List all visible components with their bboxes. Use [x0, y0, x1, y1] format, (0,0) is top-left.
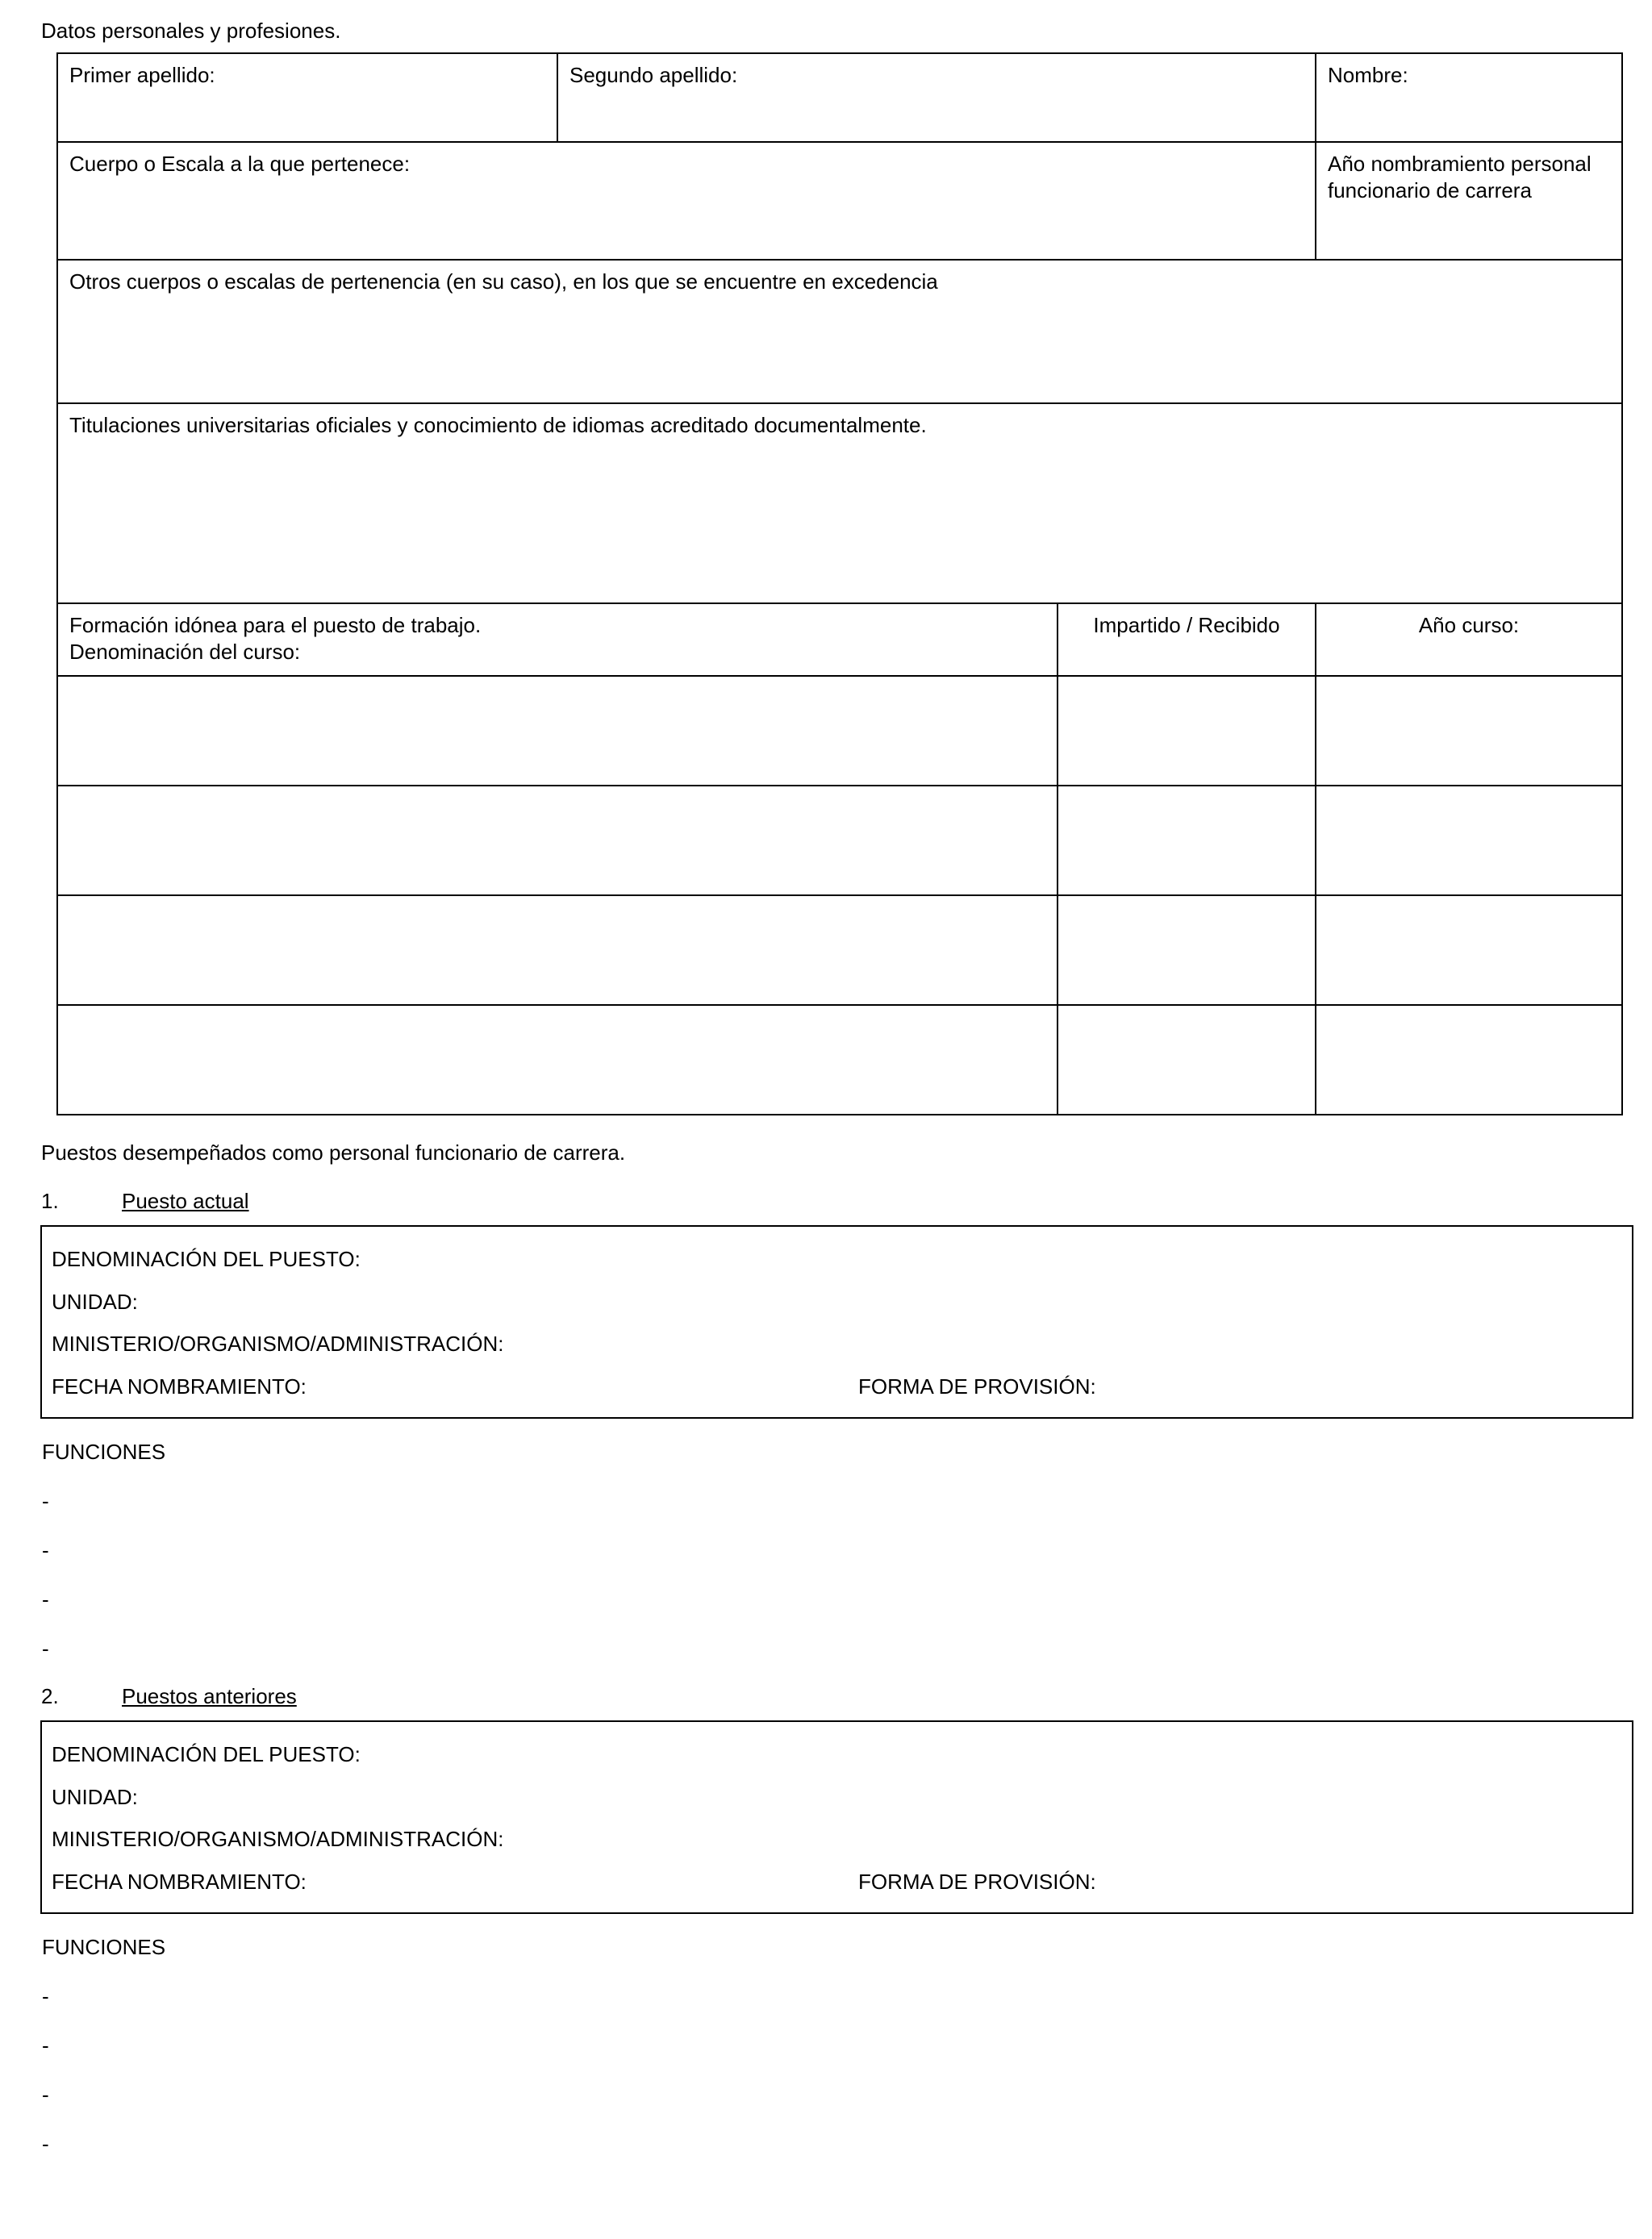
field-label: Primer apellido: — [69, 62, 215, 87]
field-fecha-forma-row — [52, 1861, 1624, 1903]
column-header-label: Año curso: — [1418, 612, 1520, 637]
curso-anyo-cell[interactable] — [1316, 786, 1622, 895]
section-number: 1. — [41, 1189, 59, 1214]
funcion-item[interactable]: - — [42, 2033, 49, 2058]
field-forma-provision[interactable]: FORMA DE PROVISIÓN: — [858, 1374, 1096, 1399]
field-ministerio[interactable]: MINISTERIO/ORGANISMO/ADMINISTRACIÓN: — [52, 1827, 504, 1852]
curso-anyo-cell[interactable] — [1316, 1005, 1622, 1115]
curso-impartido-cell[interactable] — [1058, 895, 1316, 1005]
puesto-actual-box — [40, 1225, 1633, 1419]
puestos-anteriores-box — [40, 1720, 1633, 1914]
funciones-label-2: FUNCIONES — [42, 1935, 166, 1960]
section-heading-2 — [41, 1684, 1605, 1709]
field-denominacion-puesto[interactable]: DENOMINACIÓN DEL PUESTO: — [52, 1742, 361, 1767]
field-primer-apellido[interactable] — [57, 53, 557, 142]
funcion-item[interactable]: - — [42, 1587, 49, 1612]
personal-data-table — [56, 52, 1623, 1115]
field-fecha-nombramiento[interactable]: FECHA NOMBRAMIENTO: — [52, 1374, 307, 1399]
field-segundo-apellido[interactable] — [557, 53, 1316, 142]
field-anyo-nombramiento[interactable] — [1316, 142, 1622, 260]
field-label: Nombre: — [1328, 62, 1408, 87]
column-header-label: Impartido / Recibido — [1093, 612, 1280, 637]
curso-anyo-cell[interactable] — [1316, 676, 1622, 786]
curso-name-cell[interactable] — [57, 786, 1058, 895]
field-label: Segundo apellido: — [569, 62, 738, 87]
field-fecha-forma-row — [52, 1365, 1624, 1408]
formacion-label-line1: Formación idónea para el puesto de trabajo. — [69, 612, 482, 637]
funcion-item[interactable]: - — [42, 1984, 49, 2009]
table-row — [57, 603, 1622, 676]
table-row — [57, 786, 1622, 895]
formacion-label-line2: Denominación del curso: — [69, 640, 301, 665]
field-unidad[interactable]: UNIDAD: — [52, 1784, 138, 1809]
field-otros-cuerpos[interactable] — [57, 260, 1622, 403]
table-row — [57, 142, 1622, 260]
intro-text: Datos personales y profesiones. — [41, 19, 341, 43]
funcion-item[interactable]: - — [42, 1489, 49, 1514]
field-formacion-idonea[interactable] — [57, 603, 1058, 676]
field-ministerio[interactable]: MINISTERIO/ORGANISMO/ADMINISTRACIÓN: — [52, 1332, 504, 1357]
field-nombre[interactable] — [1316, 53, 1622, 142]
puestos-heading: Puestos desempeñados como personal funcionario de carrera. — [41, 1140, 626, 1165]
field-denominacion-puesto[interactable]: DENOMINACIÓN DEL PUESTO: — [52, 1247, 361, 1272]
field-forma-provision[interactable]: FORMA DE PROVISIÓN: — [858, 1869, 1096, 1894]
field-unidad[interactable]: UNIDAD: — [52, 1289, 138, 1314]
funcion-item[interactable]: - — [42, 1538, 49, 1563]
table-row — [57, 1005, 1622, 1115]
field-fecha-nombramiento[interactable]: FECHA NOMBRAMIENTO: — [52, 1869, 307, 1894]
field-label: Año nombramiento personal funcionario de carrera — [1328, 151, 1592, 203]
section-title: Puesto actual — [122, 1189, 249, 1214]
table-row — [57, 895, 1622, 1005]
curso-name-cell[interactable] — [57, 1005, 1058, 1115]
table-row — [57, 676, 1622, 786]
curso-impartido-cell[interactable] — [1058, 786, 1316, 895]
funcion-item[interactable]: - — [42, 2132, 49, 2157]
column-header-anyo-curso — [1316, 603, 1622, 676]
table-row — [57, 260, 1622, 403]
section-number: 2. — [41, 1684, 59, 1709]
curso-anyo-cell[interactable] — [1316, 895, 1622, 1005]
funcion-item[interactable]: - — [42, 2083, 49, 2108]
column-header-impartido — [1058, 603, 1316, 676]
field-cuerpo-escala[interactable] — [57, 142, 1316, 260]
section-heading-1 — [41, 1189, 1605, 1214]
curso-impartido-cell[interactable] — [1058, 1005, 1316, 1115]
field-label: Cuerpo o Escala a la que pertenece: — [69, 151, 411, 176]
curso-impartido-cell[interactable] — [1058, 676, 1316, 786]
field-label: Otros cuerpos o escalas de pertenencia (en su caso), en los que se encuentre en excedencia — [69, 269, 938, 294]
curso-name-cell[interactable] — [57, 895, 1058, 1005]
field-label: Titulaciones universitarias oficiales y conocimiento de idiomas acreditado documentalmente. — [69, 412, 927, 437]
curso-name-cell[interactable] — [57, 676, 1058, 786]
section-title: Puestos anteriores — [122, 1684, 297, 1709]
funcion-item[interactable]: - — [42, 1637, 49, 1662]
table-row — [57, 403, 1622, 603]
funciones-label-1: FUNCIONES — [42, 1440, 166, 1465]
field-titulaciones[interactable] — [57, 403, 1622, 603]
table-row — [57, 53, 1622, 142]
